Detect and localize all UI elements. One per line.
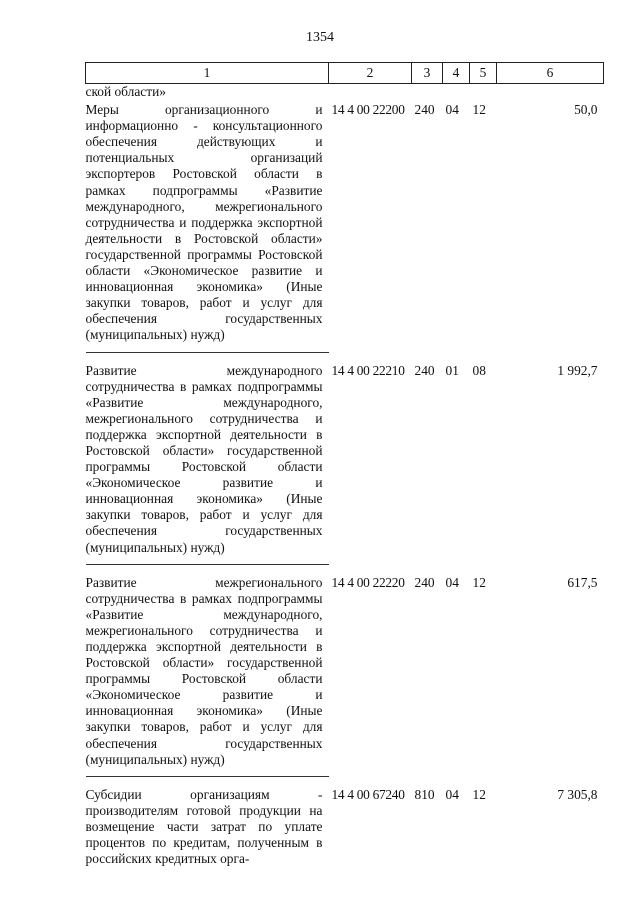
row-separator: [86, 776, 604, 787]
row-target-code: 14 4 00 22200: [331, 102, 405, 118]
table-row: [86, 363, 604, 565]
row-separator: [86, 564, 604, 575]
row-amount: 7 305,8: [557, 786, 598, 802]
row-subsection: 12: [472, 574, 486, 590]
page-number: 1354: [306, 30, 334, 45]
row-section: 01: [445, 362, 459, 378]
row-subsection: 12: [472, 102, 486, 118]
row-description: Развитие международного сотрудничества в рамках подпрограммы «Развитие международного, межрегионального сотрудничества и поддержка экспортной деятельности в Ростовской области» государственной программы Ростовской области «Экономическое развитие и инновационная экономика» (Иные закупки товаров, работ и услуг для обеспечения государственных (муниципальных) нужд): [85, 362, 323, 555]
row-description: Меры организационного и информационно - консультационного обеспечения действующих и потенциальных организаций экспортеров Ростовской области в рамках подпрограммы «Развитие международного, межрегионального сотрудничества и поддержка экспортной деятельности в Ростовской области» государственной программы Ростовской области «Экономическое развитие и инновационная экономика» (Иные закупки товаров, работ и услуг для обеспечения государственных (муниципальных) нужд): [85, 102, 323, 343]
header-col-3: 3: [412, 63, 443, 84]
continuation-text: ской области»: [85, 84, 166, 99]
row-target-code: 14 4 00 22210: [331, 362, 405, 378]
row-subsection: 12: [472, 786, 486, 802]
table-row: [86, 787, 604, 875]
table-row: [86, 102, 604, 352]
row-expense-type: 240: [414, 574, 435, 590]
row-separator: [86, 352, 604, 363]
table-header: [86, 63, 604, 84]
table-row: [86, 575, 604, 777]
header-col-4: 4: [443, 63, 470, 84]
row-target-code: 14 4 00 67240: [331, 786, 405, 802]
row-expense-type: 810: [414, 786, 435, 802]
row-section: 04: [445, 574, 459, 590]
row-amount: 1 992,7: [557, 362, 598, 378]
header-col-5: 5: [470, 63, 497, 84]
row-expense-type: 240: [414, 102, 435, 118]
row-description: Субсидии организациям - производителям готовой продукции на возмещение части затрат по уплате процентов по кредитам, полученным в российских кредитных орга-: [85, 786, 323, 867]
row-amount: 617,5: [567, 574, 598, 590]
budget-table: [85, 62, 604, 875]
row-expense-type: 240: [414, 362, 435, 378]
row-target-code: 14 4 00 22220: [331, 574, 405, 590]
continuation-row: [86, 84, 604, 103]
row-amount: 50,0: [574, 102, 598, 118]
header-col-2: 2: [329, 63, 412, 84]
row-description: Развитие межрегионального сотрудничества в рамках подпрограммы «Развитие международного, межрегионального сотрудничества и поддержка экспортной деятельности в Ростовской области» государственной программы Ростовской области «Экономическое развитие и инновационная экономика» (Иные закупки товаров, работ и услуг для обеспечения государственных (муниципальных) нужд): [85, 574, 323, 767]
header-col-1: 1: [86, 63, 329, 84]
header-col-6: 6: [497, 63, 604, 84]
row-section: 04: [445, 102, 459, 118]
row-section: 04: [445, 786, 459, 802]
row-subsection: 08: [472, 362, 486, 378]
